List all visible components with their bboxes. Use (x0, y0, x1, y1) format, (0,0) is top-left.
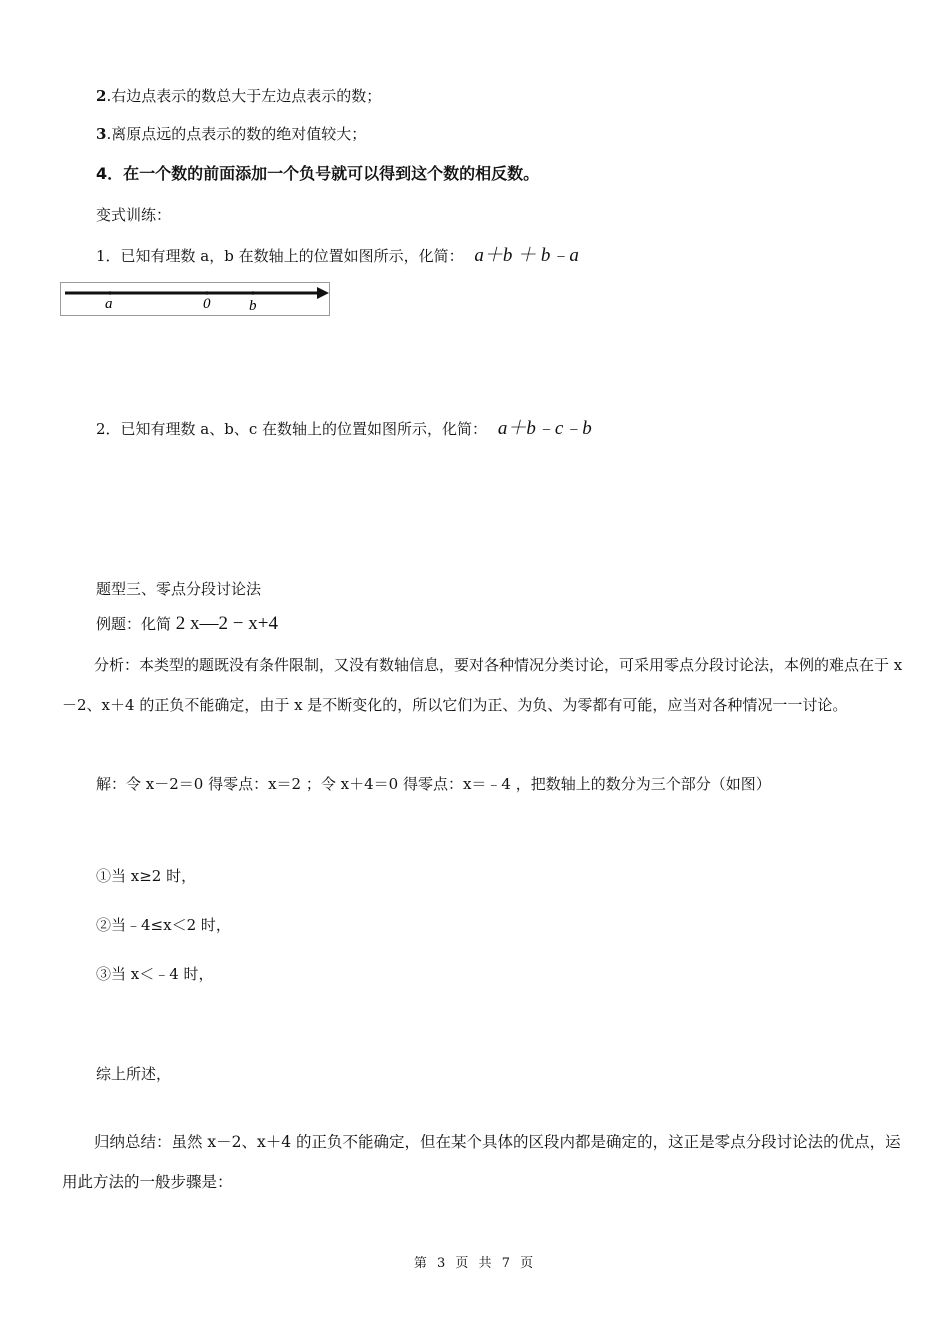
case-3: ③当 x＜﹣4 时， (96, 965, 214, 983)
rule-3-text: .离原点远的点表示的数的绝对值较大； (106, 125, 367, 143)
question-1 (96, 240, 579, 267)
case-1: ①当 x≥2 时， (96, 867, 197, 885)
question-1-expression: a＋b ＋ b﹣a (474, 245, 579, 266)
rule-2-number: 2 (96, 87, 107, 105)
rule-2-text: .右边点表示的数总大于左边点表示的数； (106, 87, 382, 105)
number-line-figure (60, 282, 330, 316)
rule-3-number: 3 (96, 125, 107, 143)
question-2-expression: a＋b﹣c﹣b (497, 418, 592, 439)
label-b: b (249, 298, 257, 314)
number-line-arrow-icon (317, 287, 329, 299)
solution-line: 解：令 x－2＝0 得零点：x＝2 ；令 x＋4＝0 得零点：x＝﹣4 ，把数轴上的数分为三个部分（如图） (96, 775, 771, 793)
point-a-marker (108, 291, 112, 295)
rule-3 (96, 123, 366, 144)
page-footer: 第 3 页 共 7 页 (413, 1256, 537, 1271)
number-line-svg (61, 283, 329, 315)
point-b-marker (251, 291, 255, 295)
example-expression: 2 x—2 − x+4 (175, 613, 278, 634)
label-a: a (105, 296, 113, 312)
rule-4: 4．在一个数的前面添加一个负号就可以得到这个数的相反数。 (96, 164, 540, 183)
example-label: 例题：化简 (96, 615, 172, 633)
practice-heading: 变式训练： (96, 206, 172, 224)
example (96, 613, 278, 635)
case-2: ②当﹣4≤x＜2 时， (96, 916, 231, 934)
conclusion-paragraph: 归纳总结：虽然 x－2、x＋4 的正负不能确定，但在某个具体的区段内都是确定的，这正是零点分段讨论法的优点，运用此方法的一般步骤是： (62, 1133, 901, 1191)
point-0-marker (205, 291, 209, 295)
summary-line: 综上所述， (96, 1065, 172, 1083)
question-2-text: 2．已知有理数 a、b、c 在数轴上的位置如图所示，化简： (96, 420, 488, 438)
question-2 (96, 413, 592, 440)
analysis-paragraph: 分析：本类型的题既没有条件限制，又没有数轴信息，要对各种情况分类讨论，可采用零点分段讨论法，本例的难点在于 x－2、x＋4 的正负不能确定，由于 x 是不断变化的，所以它们为正、为负、为零都有可能，应当对各种情况一一讨论。 (62, 656, 903, 714)
rule-2 (96, 85, 381, 106)
question-1-text: 1．已知有理数 a，b 在数轴上的位置如图所示，化简： (96, 247, 464, 265)
label-0: 0 (203, 296, 211, 312)
type3-heading: 题型三、零点分段讨论法 (96, 580, 262, 598)
